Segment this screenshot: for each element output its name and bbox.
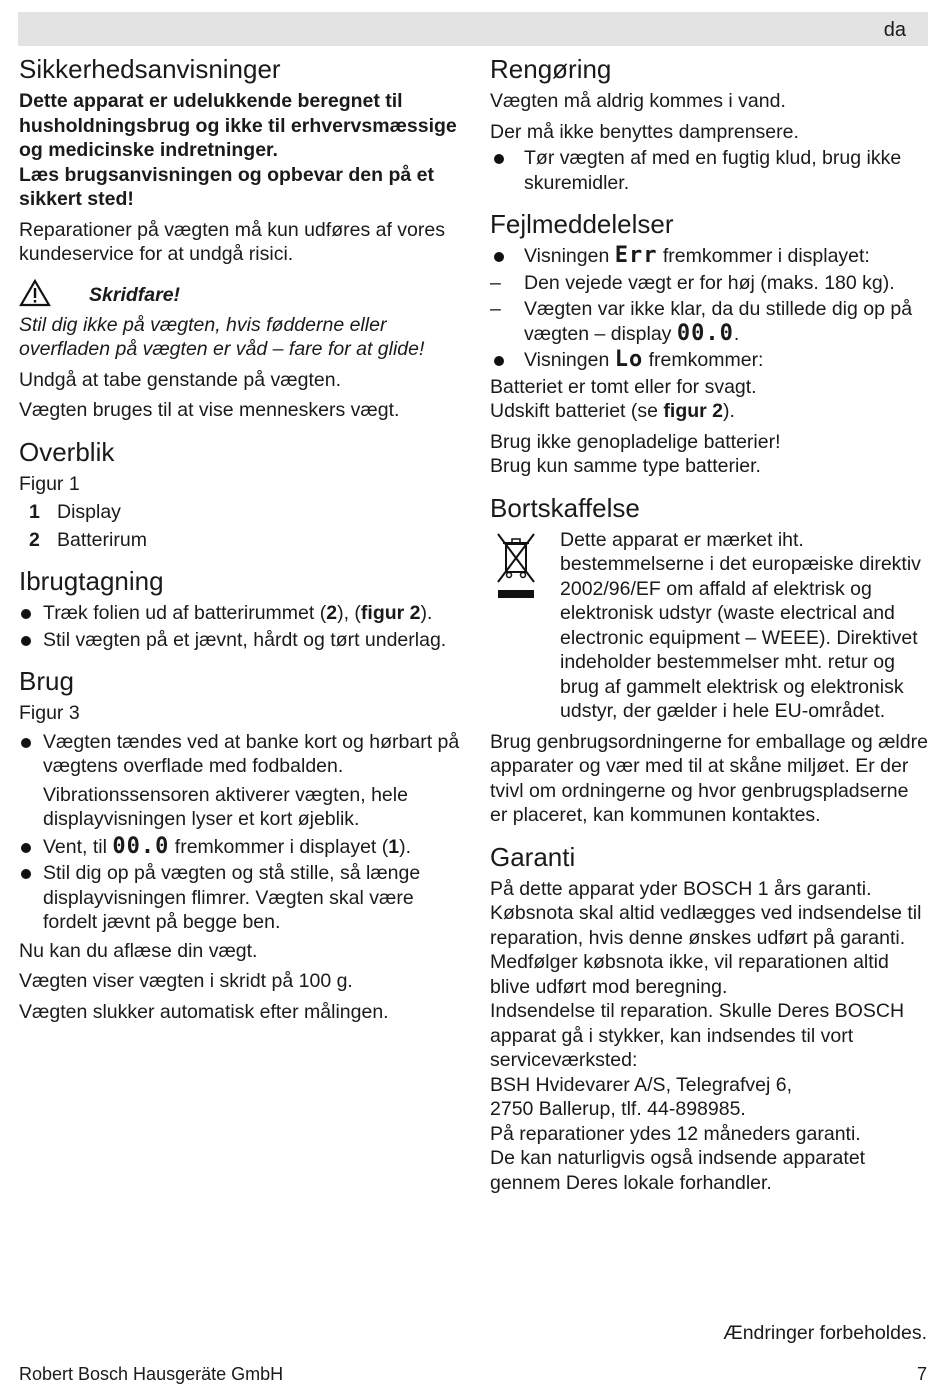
slip-warning-text: Stil dig ikke på vægten, hvis fødderne eller overfladen på vægten er våd – fare for at glide! — [19, 313, 425, 360]
display-readout-icon: 00.0 — [112, 833, 170, 859]
safety-repair-text: Reparationer på vægten må kun udføres af vores kundeservice for at undgå risici. — [19, 218, 445, 265]
weee-block — [490, 528, 930, 724]
text-span: fremkommer: — [643, 349, 764, 371]
disposal-recycle-text: Brug genbrugsordningerne for emballage og ældre apparater og vær med til at skåne miljøet. Er der tvivl om ordningerne og hvor genbrugspladserne er placeret, kan kommunen kontaktes. — [490, 730, 928, 826]
part-number: 1 — [29, 501, 40, 523]
errors-same-type-text: Brug kun samme type batterier. — [490, 455, 761, 477]
list-item: Stil dig op på vægten og stå stille, så længe displayvisningen flimrer. Vægten skal være fordelt jævnt på begge ben. — [19, 861, 464, 935]
header-bar — [18, 12, 928, 46]
list-item — [19, 730, 464, 832]
text-span: . — [733, 322, 740, 345]
low-battery-readout-icon: Lo — [614, 347, 644, 372]
text-span: Visningen — [524, 349, 615, 371]
part-ref: 2 — [326, 602, 338, 624]
errors-replace-text — [490, 399, 930, 424]
weee-text: Dette apparat er mærket iht. bestemmelserne i det europæiske direktiv 2002/96/EF om affald af elektrisk og elektronisk udstyr (waste electrical and electronic equipment – WEEE). Direktivet indeholder bestemmelser mht. retur og brug af gammelt elektrisk og elektronisk udstyr, der gælder i hele EU-området. — [560, 528, 921, 722]
cleaning-list — [490, 146, 930, 195]
page-number: 7 — [916, 1364, 927, 1384]
safety-drop-text: Undgå at tabe genstande på vægten. — [19, 368, 341, 391]
list-item — [490, 297, 930, 346]
safety-bold-text-2: Læs brugsanvisningen og opbevar den på et sikkert sted! — [19, 163, 434, 210]
disposal-heading: Bortskaffelse — [490, 492, 640, 523]
list-item: Tør vægten af med en fugtig klud, brug ikke skuremidler. — [490, 146, 930, 195]
errors-list — [490, 244, 930, 373]
warranty-text-4: På reparationer ydes 12 måneders garanti. — [490, 1122, 861, 1145]
use-off-text: Vægten slukker automatisk efter målingen. — [19, 1000, 389, 1023]
slip-warning-heading — [19, 283, 464, 313]
cleaning-text-2: Der må ikke benyttes damprensere. — [490, 120, 799, 143]
text-span: Visningen — [524, 245, 615, 267]
overview-heading: Overblik — [19, 436, 115, 467]
safety-heading: Sikkerhedsanvisninger — [19, 54, 281, 84]
part-label: Display — [57, 501, 121, 523]
warranty-text-1: På dette apparat yder BOSCH 1 års garanti. — [490, 877, 872, 900]
part-number: 2 — [29, 528, 40, 551]
warranty-text-2: Købsnota skal altid vedlægges ved indsendelse til reparation, hvis denne ønskes udført på garanti. Medfølger købsnota ikke, vil reparationen altid blive udført mod beregning. — [490, 902, 922, 998]
text-span: fremkommer i displayet ( — [169, 835, 389, 858]
safety-purpose-text: Vægten bruges til at vise menneskers vægt. — [19, 399, 400, 421]
text-span: Vent, til — [43, 835, 113, 858]
text-span: ). — [420, 602, 433, 624]
warning-triangle-icon — [19, 279, 51, 307]
crossed-bin-icon — [494, 530, 538, 606]
list-item: Stil vægten på et jævnt, hårdt og tørt underlag. — [19, 628, 464, 653]
text-span: Træk folien ud af batterirummet ( — [43, 602, 327, 624]
use-read-text: Nu kan du aflæse din vægt. — [19, 939, 258, 962]
cleaning-heading: Rengøring — [490, 54, 612, 84]
overview-figure-ref: Figur 1 — [19, 472, 80, 495]
use-figure-ref: Figur 3 — [19, 702, 80, 724]
list-item — [490, 244, 930, 269]
text-span: Vægten tændes ved at banke kort og hørbart på vægtens overflade med fodbalden. — [43, 730, 460, 777]
setup-steps-list — [19, 601, 464, 652]
part-ref: 1 — [388, 835, 400, 858]
service-phone-line: 2750 Ballerup, tlf. 44-898985. — [490, 1098, 746, 1120]
changes-reserved-note: Ændringer forbeholdes. — [723, 1322, 927, 1344]
use-steps-list — [19, 730, 464, 935]
language-code: da — [883, 19, 906, 41]
slip-warning-title: Skridfare! — [89, 283, 181, 306]
list-item — [19, 601, 464, 626]
use-step-text: Vægten viser vægten i skridt på 100 g. — [19, 970, 353, 992]
footer-company: Robert Bosch Hausgeräte GmbH — [19, 1364, 284, 1384]
list-item — [19, 835, 464, 860]
errors-battery-text: Batteriet er tomt eller for svagt. — [490, 375, 757, 398]
text-span: Vibrationssensoren aktiverer vægten, hele displayvisningen lyser et kort øjeblik. — [43, 783, 408, 830]
right-column — [490, 54, 930, 1201]
warranty-text-3: Indsendelse til reparation. Skulle Deres BOSCH apparat gå i stykker, kan indsendes til vort serviceværksted: — [490, 1000, 905, 1071]
errors-no-recharge-text: Brug ikke genopladelige batterier! — [490, 430, 781, 453]
text-span: fremkommer i displayet: — [657, 245, 870, 267]
service-address-line: BSH Hvidevarer A/S, Telegrafvej 6, — [490, 1073, 793, 1096]
figure-ref: figur 2 — [663, 400, 723, 422]
text-span: ), ( — [337, 602, 361, 624]
overview-parts-list — [19, 500, 464, 552]
display-readout-icon: 00.0 — [676, 320, 734, 346]
list-item — [19, 528, 464, 553]
text-span: ). — [399, 835, 412, 858]
text-span: Vægten var ikke klar, da du stillede dig op på vægten – display — [524, 298, 913, 345]
list-item — [490, 348, 930, 373]
list-item: – Den vejede vægt er for høj (maks. 180 kg). — [490, 271, 930, 296]
warranty-heading: Garanti — [490, 841, 576, 872]
warranty-text-5: De kan naturligvis også indsende apparatet gennem Deres lokale forhandler. — [490, 1147, 866, 1194]
safety-bold-text-1: Dette apparat er udelukkende beregnet til husholdningsbrug og ikke til erhvervsmæssige og medicinske indretninger. — [19, 90, 457, 161]
errors-heading: Fejlmeddelelser — [490, 209, 674, 239]
left-column — [19, 54, 464, 1030]
text-span: Udskift batteriet (se — [490, 400, 664, 422]
figure-ref: figur 2 — [360, 602, 421, 624]
text-span: ). — [723, 400, 735, 422]
part-label: Batterirum — [57, 528, 147, 551]
use-heading: Brug — [19, 666, 74, 696]
setup-heading: Ibrugtagning — [19, 566, 164, 596]
list-item — [19, 500, 464, 525]
cleaning-text-1: Vægten må aldrig kommes i vand. — [490, 90, 786, 112]
error-readout-icon: Err — [614, 243, 658, 268]
